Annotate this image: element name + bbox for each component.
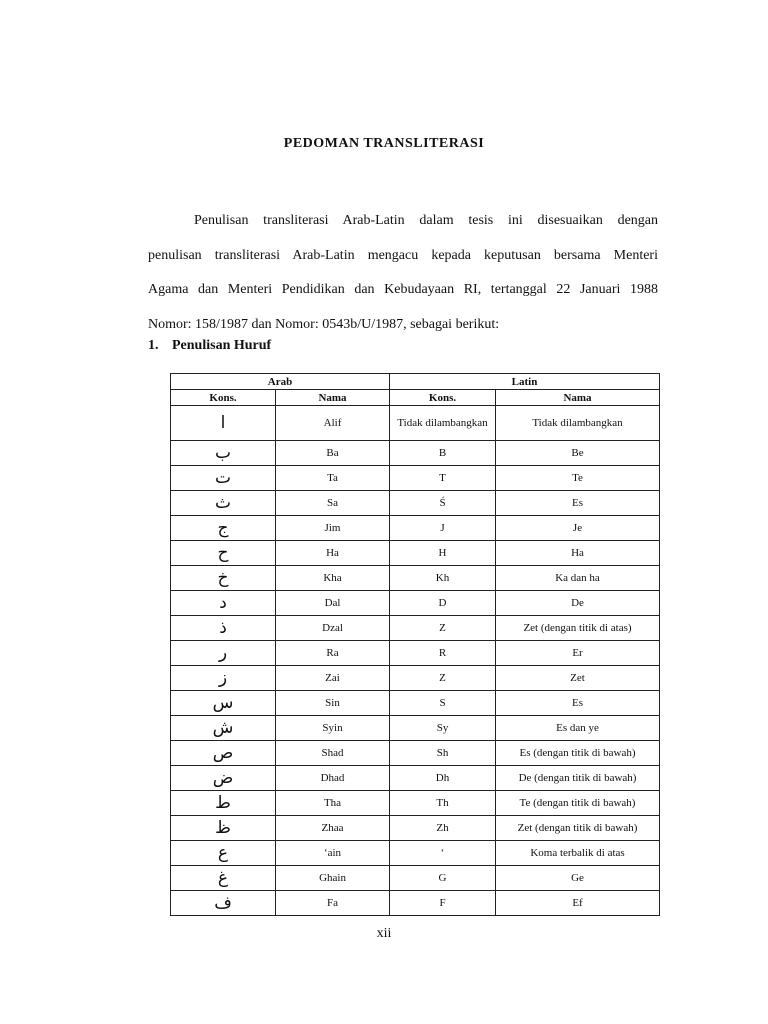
latin-consonant: Z [390,666,496,691]
page-number: xii [376,926,392,941]
arabic-name: Alif [276,406,390,441]
arabic-letter: ر [171,641,276,666]
arabic-name: Zai [276,666,390,691]
table-row [171,666,660,691]
latin-name: De (dengan titik di bawah) [496,766,660,791]
latin-consonant: Sh [390,741,496,766]
latin-name: Be [496,441,660,466]
column-header: Kons. [390,390,496,406]
arabic-letter: ز [171,666,276,691]
arabic-name: Ha [276,541,390,566]
page-title: PEDOMAN TRANSLITERASI [283,136,485,151]
arabic-letter: ا [171,406,276,441]
arabic-name: Ra [276,641,390,666]
group-header-arab: Arab [171,374,390,390]
section-heading [148,338,271,354]
arabic-letter: غ [171,866,276,891]
arabic-name: Shad [276,741,390,766]
transliteration-table [170,373,660,916]
latin-name: Koma terbalik di atas [496,841,660,866]
table-row [171,516,660,541]
arabic-letter: ت [171,466,276,491]
paragraph-line: Nomor: 158/1987 dan Nomor: 0543b/U/1987, sebagai berikut: [148,317,500,333]
arabic-name: Zhaa [276,816,390,841]
table-row [171,891,660,916]
latin-name: Es [496,691,660,716]
section-title: Penulisan Huruf [172,338,272,353]
latin-name: Te [496,466,660,491]
arabic-letter: ض [171,766,276,791]
arabic-name: Sa [276,491,390,516]
latin-name: Zet [496,666,660,691]
column-header: Nama [496,390,660,406]
arabic-letter: ص [171,741,276,766]
arabic-letter: ح [171,541,276,566]
latin-consonant: Dh [390,766,496,791]
latin-consonant: Z [390,616,496,641]
latin-consonant: Kh [390,566,496,591]
table-row [171,691,660,716]
latin-consonant: B [390,441,496,466]
arabic-name: Tha [276,791,390,816]
latin-consonant: ‘ [390,841,496,866]
latin-name: Ef [496,891,660,916]
table-row [171,841,660,866]
arabic-letter: ط [171,791,276,816]
latin-consonant: Tidak dilambangkan [390,406,496,441]
paragraph-line: Penulisan transliterasi Arab-Latin dalam tesis ini disesuaikan dengan [194,213,658,228]
arabic-name: Sin [276,691,390,716]
table-row [171,816,660,841]
latin-consonant: R [390,641,496,666]
arabic-name: Syin [276,716,390,741]
arabic-name: Ta [276,466,390,491]
latin-name: Je [496,516,660,541]
latin-name: De [496,591,660,616]
latin-consonant: D [390,591,496,616]
table-row [171,591,660,616]
latin-consonant: Ś [390,491,496,516]
latin-name: Es dan ye [496,716,660,741]
table-row [171,866,660,891]
arabic-name: Kha [276,566,390,591]
section-number: 1. [148,338,159,353]
table-row [171,541,660,566]
intro-paragraph [148,204,658,343]
table-row [171,491,660,516]
arabic-letter: ع [171,841,276,866]
latin-name: Zet (dengan titik di atas) [496,616,660,641]
arabic-letter: د [171,591,276,616]
latin-consonant: J [390,516,496,541]
latin-name: Es [496,491,660,516]
arabic-name: Ba [276,441,390,466]
latin-consonant: Sy [390,716,496,741]
paragraph-line: penulisan transliterasi Arab-Latin mengacu kepada keputusan bersama Menteri [148,247,658,263]
arabic-letter: ب [171,441,276,466]
latin-name: Ka dan ha [496,566,660,591]
latin-name: Ha [496,541,660,566]
latin-name: Tidak dilambangkan [496,406,660,441]
latin-consonant: F [390,891,496,916]
latin-consonant: Zh [390,816,496,841]
arabic-name: Jim [276,516,390,541]
group-header-latin: Latin [390,374,660,390]
arabic-letter: خ [171,566,276,591]
table-row [171,616,660,641]
arabic-name: ‘ain [276,841,390,866]
arabic-letter: س [171,691,276,716]
latin-consonant: H [390,541,496,566]
paragraph-line: Agama dan Menteri Pendidikan dan Kebudayaan RI, tertanggal 22 Januari 1988 [148,282,658,298]
arabic-letter: ج [171,516,276,541]
arabic-letter: ش [171,716,276,741]
arabic-letter: ف [171,891,276,916]
table-body [171,406,660,916]
arabic-name: Fa [276,891,390,916]
table-row [171,741,660,766]
arabic-letter: ث [171,491,276,516]
table-row [171,791,660,816]
latin-name: Er [496,641,660,666]
latin-name: Ge [496,866,660,891]
arabic-name: Dhad [276,766,390,791]
arabic-name: Dzal [276,616,390,641]
arabic-letter: ذ [171,616,276,641]
arabic-name: Ghain [276,866,390,891]
arabic-letter: ظ [171,816,276,841]
table-row [171,641,660,666]
latin-name: Zet (dengan titik di bawah) [496,816,660,841]
table-row [171,566,660,591]
latin-consonant: G [390,866,496,891]
column-header: Nama [276,390,390,406]
column-header: Kons. [171,390,276,406]
arabic-name: Dal [276,591,390,616]
latin-consonant: S [390,691,496,716]
latin-consonant: Th [390,791,496,816]
latin-name: Te (dengan titik di bawah) [496,791,660,816]
table-row [171,441,660,466]
table-row [171,406,660,441]
latin-consonant: T [390,466,496,491]
table-row [171,716,660,741]
table-row [171,766,660,791]
table-row [171,466,660,491]
latin-name: Es (dengan titik di bawah) [496,741,660,766]
